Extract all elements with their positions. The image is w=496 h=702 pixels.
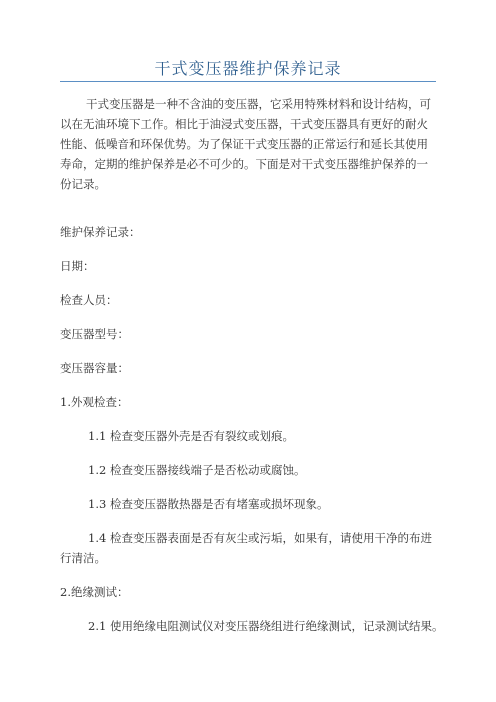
section-1-item-1: 1.1 检查变压器外壳是否有裂纹或划痕。 [88, 429, 294, 443]
section-1-item-2: 1.2 检查变压器接线端子是否松动或腐蚀。 [88, 463, 306, 477]
intro-line-1: 干式变压器是一种不含油的变压器，它采用特殊材料和设计结构，可 [86, 97, 431, 111]
section-1-item-3: 1.3 检查变压器散热器是否有堵塞或损坏现象。 [88, 497, 329, 511]
date-field-label: 日期： [60, 259, 95, 273]
intro-paragraph [60, 94, 436, 194]
intro-line-2: 以在无油环境下工作。相比于油浸式变压器，干式变压器具有更好的耐火 [60, 117, 428, 131]
capacity-field-label: 变压器容量： [60, 361, 129, 375]
section-1-heading: 1.外观检查： [60, 395, 129, 409]
section-2-item-1: 2.1 使用绝缘电阻测试仪对变压器绕组进行绝缘测试，记录测试结果。 [88, 619, 444, 633]
model-field-label: 变压器型号： [60, 327, 129, 341]
intro-line-5: 份记录。 [60, 177, 106, 191]
section-1-item-4-line-1: 1.4 检查变压器表面是否有灰尘或污垢，如果有，请使用干净的布进 [88, 531, 432, 545]
section-1-item-4 [60, 528, 436, 568]
intro-line-3: 性能、低噪音和环保优势。为了保证干式变压器的正常运行和延长其使用 [60, 137, 428, 151]
title-underline [60, 81, 436, 82]
inspector-field-label: 检查人员： [60, 293, 118, 307]
document-title: 干式变压器维护保养记录 [154, 59, 342, 78]
section-2-heading: 2.绝缘测试： [60, 585, 129, 599]
intro-line-4: 寿命，定期的维护保养是必不可少的。下面是对干式变压器维护保养的一 [60, 157, 428, 171]
record-heading: 维护保养记录： [60, 225, 141, 239]
section-1-item-4-line-2: 行清洁。 [60, 551, 106, 565]
